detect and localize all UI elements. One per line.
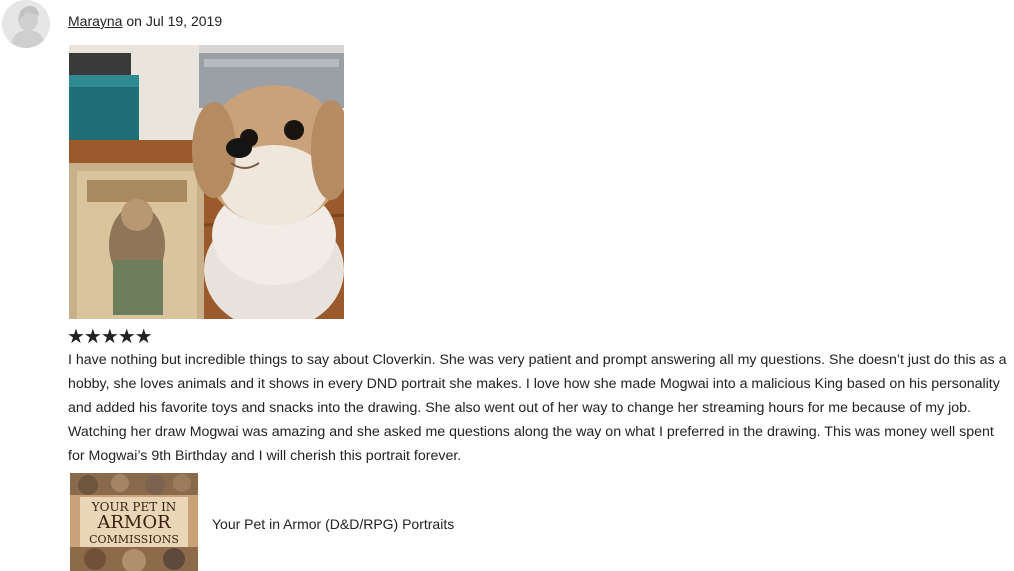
review-photo[interactable] xyxy=(69,45,344,319)
dog-photo-image xyxy=(69,45,344,319)
review-header xyxy=(68,12,222,30)
review-body: I have nothing but incredible things to say about Cloverkin. She was very patient and prompt answering all my questions. She doesn’t just do this as a hobby, she loves animals and it shows in every DND portrait she makes. I love how she made Mogwai into a malicious King based on his personality and added his favorite toys and snacks into the drawing. She also went out of her way to change her streaming hours for me because of my job. Watching her draw Mogwai was amazing and she asked me questions along the way on what I preferred in the drawing. This was money well spent for Mogwai’s 9th Birthday and I will cherish this portrait forever. xyxy=(68,352,1007,464)
date-prefix: on xyxy=(126,13,142,29)
thumb-line-3: COMMISSIONS xyxy=(89,533,179,546)
purchased-listing[interactable] xyxy=(70,473,570,571)
review-date: Jul 19, 2019 xyxy=(145,13,223,29)
user-avatar[interactable] xyxy=(2,0,50,48)
rating-stars: ★★★★★ xyxy=(67,326,152,348)
listing-thumbnail[interactable] xyxy=(70,473,198,571)
thumb-line-1: YOUR PET IN xyxy=(91,500,177,514)
listing-thumbnail-image xyxy=(70,473,198,571)
default-user-icon xyxy=(2,0,50,48)
listing-title-link[interactable]: Your Pet in Armor (D&D/RPG) Portraits xyxy=(212,516,455,532)
thumb-line-2: ARMOR xyxy=(97,512,171,533)
review-text xyxy=(68,348,1012,468)
author-link[interactable]: Marayna xyxy=(68,13,123,29)
